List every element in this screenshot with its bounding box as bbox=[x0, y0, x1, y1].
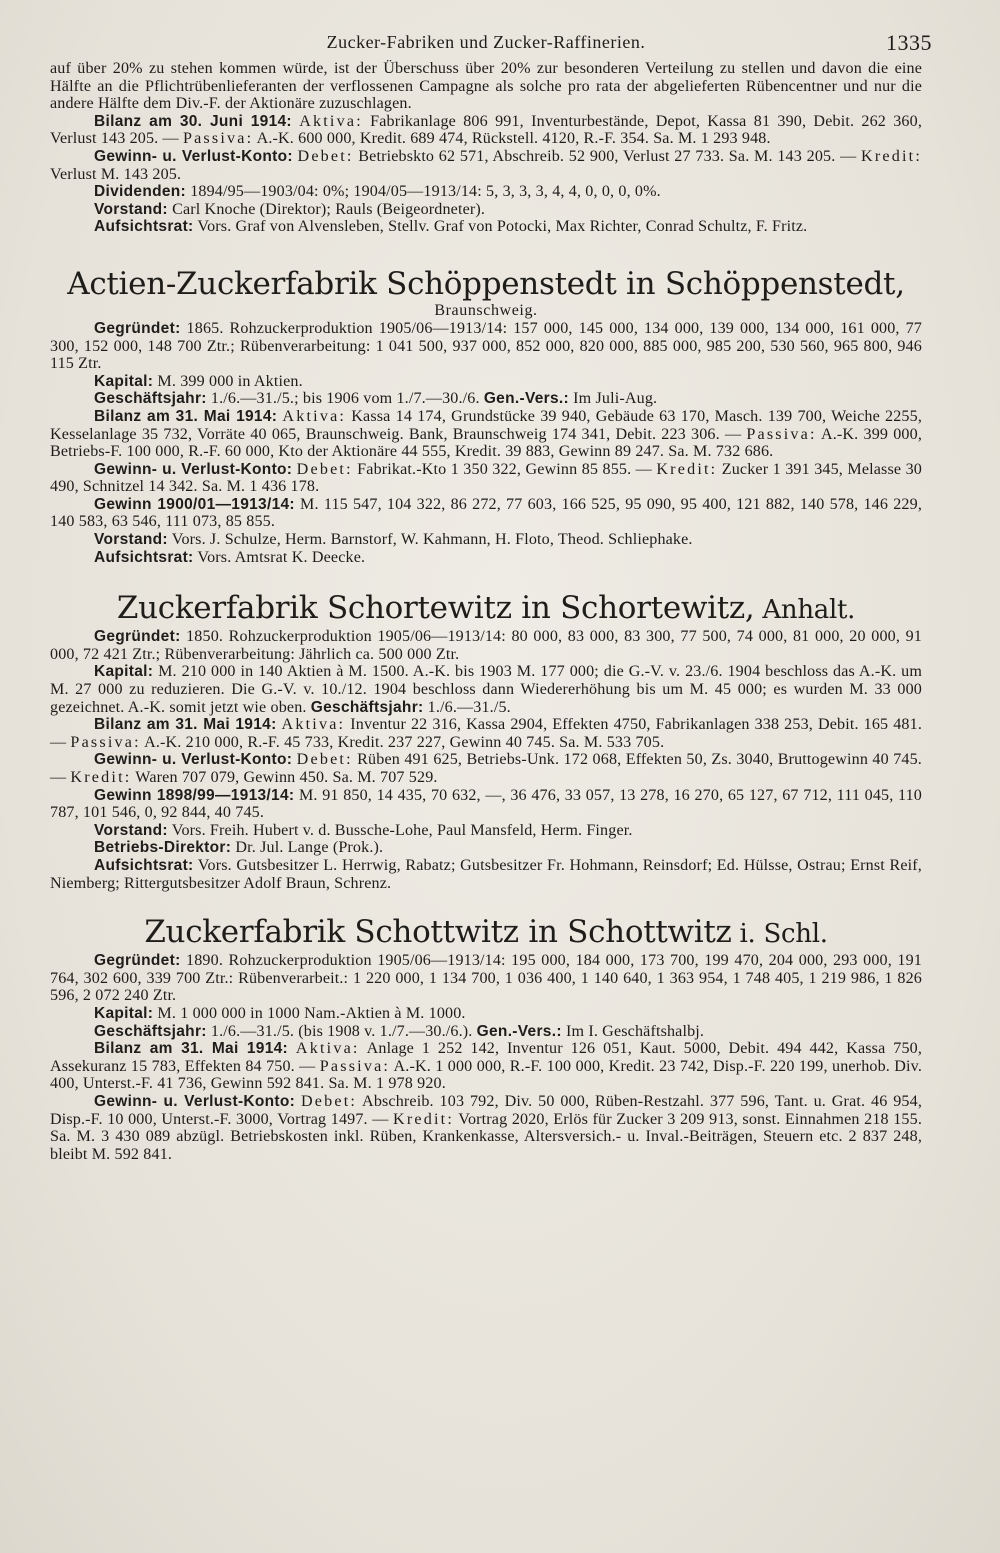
guv-text-1: Fabrikat.-Kto 1 350 322, Gewinn 85 855. — bbox=[352, 460, 657, 478]
gewinn-history bbox=[50, 787, 922, 822]
vorstand bbox=[50, 531, 922, 549]
passiva-label: Passiva: bbox=[319, 1057, 391, 1075]
gegruendet-text: 1890. Rohzuckerproduktion 1905/06—1913/14: 195 000, 184 000, 173 700, 199 470, 204 000, 293 000, 191 764, 302 600, 339 700 Ztr.: Rübenverarbeit.: 1 220 000, 1 134 700, 1 036 400, 1 140 640, 1 363 954, 1 748 405, 1 219 986, 1 826 596, 2 072 240 Ztr. bbox=[50, 952, 922, 1005]
gegruendet bbox=[50, 952, 922, 1005]
company-entry-schortewitz bbox=[50, 590, 922, 892]
prev-kredit-label: Kredit: bbox=[861, 147, 922, 165]
aktiva-label: Aktiva: bbox=[282, 407, 347, 425]
kredit-label: Kredit: bbox=[70, 769, 132, 786]
prev-vorstand bbox=[50, 201, 922, 219]
prev-dividenden-text: 1894/95—1903/04: 0%; 1904/05—1913/14: 5, 3, 3, 3, 4, 4, 0, 0, 0, 0%. bbox=[186, 183, 661, 201]
vorstand-text: Vors. Freih. Hubert v. d. Bussche-Lohe, Paul Mansfeld, Herm. Finger. bbox=[167, 821, 633, 839]
bilanz-text-2: A.-K. 1 000 000, R.-F. 100 000, Kredit. 23 742, Disp.-F. 220 199, unerhob. Div. 400, Unterst.-F. 41 736, Gewinn 592 841. Sa. M. 1 978 920. bbox=[50, 1057, 922, 1093]
prev-bilanz-text-2: A.-K. 600 000, Kredit. 689 474, Rückstell. 4120, R.-F. 354. Sa. M. 1 293 948. bbox=[253, 130, 771, 148]
guv-label: Gewinn- u. Verlust-Konto: bbox=[94, 1092, 296, 1110]
prev-aufsichtsrat bbox=[50, 218, 922, 236]
company-location: Braunschweig. bbox=[434, 301, 538, 319]
company-heading: Actien-Zuckerfabrik Schöppenstedt in Schöppenstedt, bbox=[67, 265, 905, 302]
aufsichtsrat-label: Aufsichtsrat: bbox=[94, 856, 194, 874]
company-region: Anhalt. bbox=[754, 595, 856, 626]
vorstand-label: Vorstand: bbox=[94, 531, 168, 549]
geschaeftsjahr-label: Geschäftsjahr: bbox=[310, 698, 424, 716]
prev-guv-label: Gewinn- u. Verlust-Konto: bbox=[94, 147, 293, 165]
bilanz bbox=[50, 1040, 922, 1093]
bilanz-text-2: A.-K. 210 000, R.-F. 45 733, Kredit. 237 227, Gewinn 40 745. Sa. M. 533 705. bbox=[140, 733, 665, 751]
running-head bbox=[50, 30, 932, 60]
kapital bbox=[50, 373, 922, 391]
gewinn-verlust-konto bbox=[50, 1093, 922, 1163]
company-heading bbox=[50, 590, 922, 628]
previous-entry-continuation bbox=[50, 60, 922, 236]
running-title: Zucker-Fabriken und Zucker-Raffinerien. bbox=[326, 32, 646, 52]
bilanz-text-1: Kassa 14 174, Grundstücke 39 940, Gebäude 63 170, Masch. 139 700, Weiche 2255, Kesselanlage 35 732, Vorräte 40 065, Braunschweig. Bank, Braunschweig 174 341, Debit. 223 306. — bbox=[50, 407, 922, 443]
vorstand-text: Vors. J. Schulze, Herm. Barnstorf, W. Kahmann, H. Floto, Theod. Schliephake. bbox=[167, 531, 693, 549]
page-number: 1335 bbox=[886, 30, 932, 55]
debet-label: Debet: bbox=[300, 1092, 358, 1110]
company-heading bbox=[50, 914, 922, 952]
kapital-label: Kapital: bbox=[94, 663, 154, 681]
aktiva-label: Aktiva: bbox=[295, 1040, 360, 1058]
kapital-label: Kapital: bbox=[94, 1004, 154, 1022]
geschaeftsjahr-text: 1./6.—31./5. bbox=[423, 698, 511, 716]
prev-vorstand-label: Vorstand: bbox=[94, 200, 168, 218]
company-entry-schottwitz bbox=[50, 914, 922, 1163]
bilanz-label: Bilanz am 31. Mai 1914: bbox=[94, 1040, 289, 1058]
prev-aufsichtsrat-label: Aufsichtsrat: bbox=[94, 218, 194, 236]
debet-label: Debet: bbox=[296, 460, 353, 478]
prev-passiva-label: Passiva: bbox=[182, 130, 254, 148]
guv-text-1: Abschreib. 103 792, Div. 50 000, Rüben-Restzahl. 377 596, Tant. u. Grat. 46 954, Disp.-F. 10 000, Unterst.-F. 3000, Vortrag 1497. — bbox=[50, 1092, 922, 1128]
prev-vorstand-text: Carl Knoche (Direktor); Rauls (Beigeordneter). bbox=[167, 200, 486, 218]
betriebs-direktor-label: Betriebs-Direktor: bbox=[94, 839, 232, 857]
gegruendet-label: Gegründet: bbox=[94, 952, 181, 970]
bilanz bbox=[50, 408, 922, 461]
debet-label: Debet: bbox=[296, 751, 353, 769]
gegruendet bbox=[50, 320, 922, 373]
aufsichtsrat-label: Aufsichtsrat: bbox=[94, 548, 194, 566]
company-entry-schoeppenstedt bbox=[50, 266, 922, 566]
bilanz-label: Bilanz am 31. Mai 1914: bbox=[94, 716, 277, 734]
guv-text-2: Zucker 1 391 345, Melasse 30 490, Schnitzel 14 342. Sa. M. 1 436 178. bbox=[50, 460, 922, 496]
gegruendet-text: 1865. Rohzuckerproduktion 1905/06—1913/14: 157 000, 145 000, 134 000, 139 000, 134 000, 161 000, 77 300, 152 000, 148 700 Ztr.; Rübenverarbeitung: 1 041 500, 937 000, 852 000, 820 000, 885 000, 985 200, 530 560, 965 800, 946 115 Ztr. bbox=[50, 319, 922, 373]
bilanz-text-1: Inventur 22 316, Kassa 2904, Effekten 4750, Fabrikanlagen 338 253, Debit. 165 481. — bbox=[50, 716, 922, 751]
betriebs-direktor-text: Dr. Jul. Lange (Prok.). bbox=[231, 839, 384, 857]
vorstand-label: Vorstand: bbox=[94, 821, 168, 839]
guv-label: Gewinn- u. Verlust-Konto: bbox=[94, 751, 293, 769]
passiva-label: Passiva: bbox=[746, 425, 817, 443]
gegruendet bbox=[50, 628, 922, 663]
geschaeftsjahr bbox=[50, 1023, 922, 1041]
geschaeftsjahr-label: Geschäftsjahr: bbox=[94, 390, 207, 408]
prev-debet-label: Debet: bbox=[297, 147, 354, 165]
company-name: Zuckerfabrik Schottwitz in Schottwitz bbox=[144, 914, 732, 951]
gewinn-text: M. 91 850, 14 435, 70 632, —, 36 476, 33 057, 13 278, 16 270, 65 127, 67 712, 111 045, 110 787, 101 546, 0, 92 844, 40 745. bbox=[50, 786, 922, 822]
kapital bbox=[50, 1005, 922, 1023]
betriebs-direktor bbox=[50, 839, 922, 857]
aufsichtsrat bbox=[50, 857, 922, 892]
bilanz-text-1: Anlage 1 252 142, Inventur 126 051, Kaut. 5000, Debit. 494 442, Kassa 750, Assekuranz 15 783, Effekten 84 750. — bbox=[50, 1040, 923, 1075]
prev-bilanz-text-1: Fabrikanlage 806 991, Inventurbestände, Depot, Kassa 81 390, Debit. 262 360, Verlust 143 205. — bbox=[50, 112, 922, 148]
prev-statute-text: auf über 20% zu stehen kommen würde, ist der Überschuss über 20% zur besonderen Verteilung zu stellen und davon die eine Hälfte an die Pflichtrübenlieferanten der verflossenen Campagne als solche pro rata der abgelieferten Rübencentner und nur die andere Hälfte dem Div.-F. der Aktionäre zuzuschlagen. bbox=[50, 60, 922, 113]
gegruendet-text: 1850. Rohzuckerproduktion 1905/06—1913/14: 80 000, 83 000, 83 300, 77 500, 74 000, 81 000, 20 000, 91 000, 72 421 Ztr.; Rübenverarbeitung: Jährlich ca. 500 000 Ztr. bbox=[50, 628, 922, 663]
aufsichtsrat-text: Vors. Amtsrat K. Deecke. bbox=[193, 548, 366, 566]
prev-dividenden-label: Dividenden: bbox=[94, 183, 187, 201]
prev-guv bbox=[50, 148, 922, 183]
gen-vers-label: Gen.-Vers.: bbox=[476, 1022, 562, 1040]
gen-vers-text: Im I. Geschäftshalbj. bbox=[561, 1022, 705, 1040]
prev-aufsichtsrat-text: Vors. Graf von Alvensleben, Stellv. Graf von Potocki, Max Richter, Conrad Schultz, F. Fritz. bbox=[193, 218, 808, 236]
company-region: i. Schl. bbox=[731, 919, 828, 950]
prev-guv-text-2: Verlust M. 143 205. bbox=[50, 165, 182, 183]
guv-text-1: Rüben 491 625, Betriebs-Unk. 172 068, Effekten 50, Zs. 3040, Bruttogewinn 40 745. — bbox=[50, 751, 922, 786]
kapital-label: Kapital: bbox=[94, 372, 154, 390]
aufsichtsrat-text: Vors. Gutsbesitzer L. Herrwig, Rabatz; Gutsbesitzer Fr. Hohmann, Reinsdorf; Ed. Hülsse, Ostrau; Ernst Reif, Niemberg; Rittergutsbesitzer Adolf Braun, Schrenz. bbox=[50, 856, 922, 892]
gewinn-label: Gewinn 1898/99—1913/14: bbox=[94, 786, 295, 804]
gewinn-verlust-konto bbox=[50, 751, 922, 786]
bilanz bbox=[50, 716, 922, 751]
prev-guv-text-1: Betriebskto 62 571, Abschreib. 52 900, Verlust 27 733. Sa. M. 143 205. — bbox=[353, 147, 861, 165]
bilanz-label: Bilanz am 31. Mai 1914: bbox=[94, 407, 278, 425]
gewinn-label: Gewinn 1900/01—1913/14: bbox=[94, 495, 295, 513]
aktiva-label: Aktiva: bbox=[281, 716, 346, 734]
prev-dividenden bbox=[50, 183, 922, 201]
gewinn-verlust-konto bbox=[50, 461, 922, 496]
guv-text-2: Vortrag 2020, Erlös für Zucker 3 209 913, sonst. Einnahmen 218 155. Sa. M. 3 430 089 abzügl. Betriebskosten inkl. Rüben, Krankenkasse, Altersversich.- u. Inval.-Beiträgen, Steuern etc. 2 837 248, bleibt M. 592 841. bbox=[50, 1110, 922, 1163]
vorstand bbox=[50, 822, 922, 840]
prev-bilanz-label: Bilanz am 30. Juni 1914: bbox=[94, 112, 292, 130]
geschaeftsjahr-label: Geschäftsjahr: bbox=[94, 1022, 207, 1040]
geschaeftsjahr bbox=[50, 390, 922, 408]
kapital bbox=[50, 663, 922, 716]
kredit-label: Kredit: bbox=[393, 1110, 455, 1128]
guv-text-2: Waren 707 079, Gewinn 450. Sa. M. 707 529. bbox=[131, 769, 438, 786]
gegruendet-label: Gegründet: bbox=[94, 628, 181, 646]
passiva-label: Passiva: bbox=[70, 733, 141, 751]
kapital-text: M. 399 000 in Aktien. bbox=[153, 372, 303, 390]
gen-vers-label: Gen.-Vers.: bbox=[483, 390, 569, 408]
geschaeftsjahr-text: 1./6.—31./5.; bis 1906 vom 1./7.—30./6. bbox=[206, 390, 484, 408]
gen-vers-text: Im Juli-Aug. bbox=[568, 390, 658, 408]
geschaeftsjahr-text: 1./6.—31./5. (bis 1908 v. 1./7.—30./6.). bbox=[206, 1022, 477, 1040]
gegruendet-label: Gegründet: bbox=[94, 319, 181, 337]
company-name: Zuckerfabrik Schortewitz in Schortewitz, bbox=[116, 590, 755, 627]
kredit-label: Kredit: bbox=[656, 460, 718, 478]
gewinn-history bbox=[50, 496, 922, 531]
guv-label: Gewinn- u. Verlust-Konto: bbox=[94, 460, 293, 478]
kapital-text: M. 210 000 in 140 Aktien à M. 1500. A.-K. bis 1903 M. 177 000; die G.-V. v. 23./6. 1904 beschloss das A.-K. um M. 27 000 zu reduzieren. Die G.-V. v. 10./12. 1904 beschloss dann Wiedererhöhung bis um M. 45 000; es wurden M. 33 000 gezeichnet. A.-K. somit jetzt wie oben. bbox=[50, 663, 922, 716]
prev-bilanz bbox=[50, 113, 922, 148]
prev-aktiva-label: Aktiva: bbox=[299, 112, 363, 130]
aufsichtsrat bbox=[50, 549, 922, 567]
gewinn-text: M. 115 547, 104 322, 86 272, 77 603, 166 525, 95 090, 95 400, 121 882, 140 578, 146 229, 140 583, 63 546, 111 073, 85 855. bbox=[50, 495, 922, 531]
bilanz-text-2: A.-K. 399 000, Betriebs-F. 100 000, R.-F. 60 000, Kto der Aktionäre 44 555, Kredit. 39 883, Gewinn 89 247. Sa. M. 732 686. bbox=[50, 425, 922, 461]
kapital-text: M. 1 000 000 in 1000 Nam.-Aktien à M. 1000. bbox=[153, 1004, 466, 1022]
